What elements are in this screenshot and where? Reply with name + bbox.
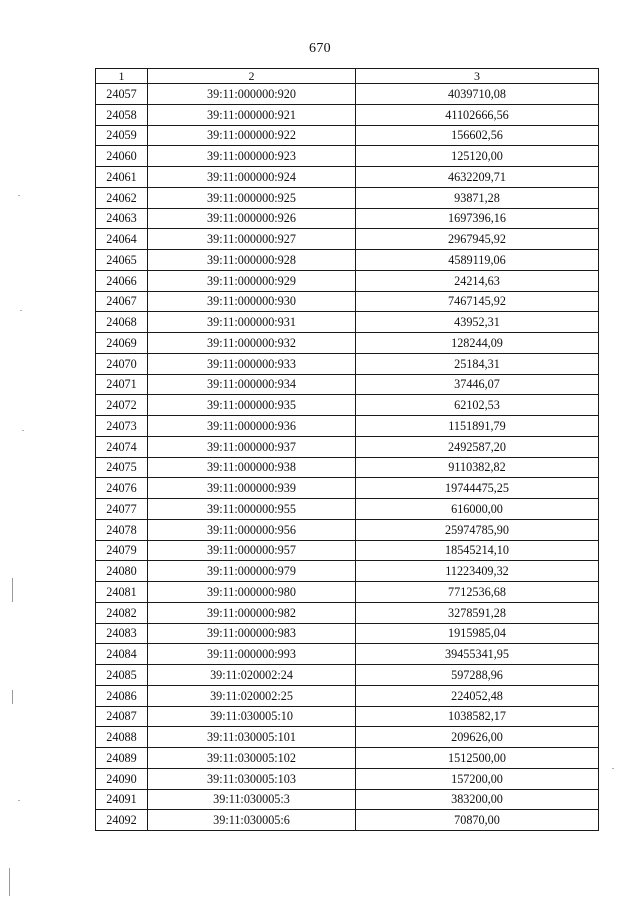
row-number-cell: 24090 [96, 768, 148, 789]
cadastral-value-table [95, 68, 599, 831]
cadastral-number-cell: 39:11:000000:923 [148, 146, 356, 167]
cadastral-value-cell: 25184,31 [356, 353, 599, 374]
row-number-cell: 24082 [96, 602, 148, 623]
row-number-cell: 24070 [96, 353, 148, 374]
cadastral-number-cell: 39:11:000000:924 [148, 167, 356, 188]
table-row [96, 291, 599, 312]
row-number-cell: 24073 [96, 416, 148, 437]
table-header [96, 69, 599, 84]
cadastral-number-cell: 39:11:030005:102 [148, 748, 356, 769]
row-number-cell: 24066 [96, 270, 148, 291]
cadastral-value-cell: 2967945,92 [356, 229, 599, 250]
table-row [96, 416, 599, 437]
row-number-cell: 24077 [96, 499, 148, 520]
table-row [96, 748, 599, 769]
cadastral-value-cell: 37446,07 [356, 374, 599, 395]
cadastral-number-cell: 39:11:000000:980 [148, 582, 356, 603]
cadastral-number-cell: 39:11:000000:930 [148, 291, 356, 312]
cadastral-value-cell: 93871,28 [356, 187, 599, 208]
table-row [96, 685, 599, 706]
row-number-cell: 24069 [96, 333, 148, 354]
cadastral-value-cell: 597288,96 [356, 665, 599, 686]
row-number-cell: 24081 [96, 582, 148, 603]
table-row [96, 395, 599, 416]
cadastral-number-cell: 39:11:000000:983 [148, 623, 356, 644]
table-row [96, 250, 599, 271]
cadastral-value-cell: 2492587,20 [356, 436, 599, 457]
column-header-2: 2 [148, 69, 356, 84]
table-row [96, 167, 599, 188]
cadastral-number-cell: 39:11:000000:957 [148, 540, 356, 561]
cadastral-number-cell: 39:11:000000:928 [148, 250, 356, 271]
row-number-cell: 24086 [96, 685, 148, 706]
row-number-cell: 24084 [96, 644, 148, 665]
table-row [96, 727, 599, 748]
table-row [96, 84, 599, 105]
column-header-3: 3 [356, 69, 599, 84]
cadastral-value-cell: 24214,63 [356, 270, 599, 291]
cadastral-number-cell: 39:11:000000:934 [148, 374, 356, 395]
row-number-cell: 24083 [96, 623, 148, 644]
row-number-cell: 24065 [96, 250, 148, 271]
table-row [96, 561, 599, 582]
cadastral-number-cell: 39:11:000000:929 [148, 270, 356, 291]
table-row [96, 478, 599, 499]
row-number-cell: 24089 [96, 748, 148, 769]
table-row [96, 665, 599, 686]
cadastral-number-cell: 39:11:000000:920 [148, 84, 356, 105]
cadastral-value-cell: 11223409,32 [356, 561, 599, 582]
row-number-cell: 24091 [96, 789, 148, 810]
row-number-cell: 24092 [96, 810, 148, 831]
table-row [96, 582, 599, 603]
row-number-cell: 24088 [96, 727, 148, 748]
cadastral-value-cell: 1915985,04 [356, 623, 599, 644]
cadastral-number-cell: 39:11:020002:25 [148, 685, 356, 706]
cadastral-value-cell: 1512500,00 [356, 748, 599, 769]
row-number-cell: 24058 [96, 104, 148, 125]
row-number-cell: 24059 [96, 125, 148, 146]
cadastral-number-cell: 39:11:000000:935 [148, 395, 356, 416]
cadastral-value-cell: 209626,00 [356, 727, 599, 748]
row-number-cell: 24072 [96, 395, 148, 416]
row-number-cell: 24068 [96, 312, 148, 333]
row-number-cell: 24064 [96, 229, 148, 250]
table-row [96, 374, 599, 395]
cadastral-number-cell: 39:11:030005:103 [148, 768, 356, 789]
cadastral-value-cell: 70870,00 [356, 810, 599, 831]
table-row [96, 519, 599, 540]
cadastral-value-cell: 4589119,06 [356, 250, 599, 271]
header-row [96, 69, 599, 84]
row-number-cell: 24078 [96, 519, 148, 540]
scan-margin-dot [20, 310, 22, 311]
cadastral-value-cell: 7712536,68 [356, 582, 599, 603]
cadastral-value-cell: 7467145,92 [356, 291, 599, 312]
table-body [96, 84, 599, 831]
table-row [96, 810, 599, 831]
cadastral-value-cell: 383200,00 [356, 789, 599, 810]
cadastral-value-cell: 224052,48 [356, 685, 599, 706]
cadastral-value-cell: 3278591,28 [356, 602, 599, 623]
table-row [96, 125, 599, 146]
cadastral-number-cell: 39:11:020002:24 [148, 665, 356, 686]
cadastral-number-cell: 39:11:000000:925 [148, 187, 356, 208]
row-number-cell: 24074 [96, 436, 148, 457]
cadastral-number-cell: 39:11:000000:921 [148, 104, 356, 125]
table-row [96, 706, 599, 727]
cadastral-value-cell: 157200,00 [356, 768, 599, 789]
row-number-cell: 24060 [96, 146, 148, 167]
table-row [96, 768, 599, 789]
table-row [96, 540, 599, 561]
cadastral-number-cell: 39:11:000000:982 [148, 602, 356, 623]
cadastral-value-cell: 41102666,56 [356, 104, 599, 125]
table-row [96, 333, 599, 354]
table-row [96, 789, 599, 810]
cadastral-number-cell: 39:11:000000:938 [148, 457, 356, 478]
column-header-1: 1 [96, 69, 148, 84]
scan-margin-dot [22, 430, 24, 431]
row-number-cell: 24071 [96, 374, 148, 395]
cadastral-value-cell: 39455341,95 [356, 644, 599, 665]
scan-margin-dot [18, 195, 20, 196]
cadastral-number-cell: 39:11:000000:936 [148, 416, 356, 437]
cadastral-number-cell: 39:11:030005:6 [148, 810, 356, 831]
row-number-cell: 24085 [96, 665, 148, 686]
table-row [96, 229, 599, 250]
scan-margin-mark [9, 868, 10, 896]
cadastral-value-cell: 4039710,08 [356, 84, 599, 105]
cadastral-number-cell: 39:11:000000:979 [148, 561, 356, 582]
row-number-cell: 24079 [96, 540, 148, 561]
table-row [96, 436, 599, 457]
cadastral-number-cell: 39:11:000000:922 [148, 125, 356, 146]
cadastral-value-cell: 62102,53 [356, 395, 599, 416]
row-number-cell: 24087 [96, 706, 148, 727]
cadastral-number-cell: 39:11:000000:933 [148, 353, 356, 374]
table-row [96, 499, 599, 520]
table-row [96, 602, 599, 623]
scan-margin-dot [18, 800, 20, 801]
cadastral-number-cell: 39:11:030005:101 [148, 727, 356, 748]
cadastral-value-cell: 128244,09 [356, 333, 599, 354]
table-row [96, 312, 599, 333]
table-row [96, 270, 599, 291]
cadastral-number-cell: 39:11:000000:956 [148, 519, 356, 540]
cadastral-value-cell: 125120,00 [356, 146, 599, 167]
cadastral-value-cell: 616000,00 [356, 499, 599, 520]
cadastral-value-cell: 1151891,79 [356, 416, 599, 437]
table-row [96, 623, 599, 644]
page-number: 670 [309, 41, 331, 56]
row-number-cell: 24076 [96, 478, 148, 499]
row-number-cell: 24063 [96, 208, 148, 229]
scan-margin-mark [12, 690, 13, 704]
row-number-cell: 24061 [96, 167, 148, 188]
row-number-cell: 24067 [96, 291, 148, 312]
cadastral-number-cell: 39:11:000000:926 [148, 208, 356, 229]
scan-margin-dot [612, 768, 614, 769]
scan-margin-mark [12, 578, 13, 602]
row-number-cell: 24075 [96, 457, 148, 478]
table-row [96, 457, 599, 478]
row-number-cell: 24062 [96, 187, 148, 208]
cadastral-value-cell: 4632209,71 [356, 167, 599, 188]
cadastral-value-cell: 1038582,17 [356, 706, 599, 727]
cadastral-number-cell: 39:11:000000:931 [148, 312, 356, 333]
table-row [96, 353, 599, 374]
cadastral-number-cell: 39:11:000000:927 [148, 229, 356, 250]
cadastral-value-cell: 19744475,25 [356, 478, 599, 499]
table-row [96, 644, 599, 665]
table-row [96, 146, 599, 167]
cadastral-value-cell: 156602,56 [356, 125, 599, 146]
table-row [96, 208, 599, 229]
cadastral-value-cell: 25974785,90 [356, 519, 599, 540]
cadastral-number-cell: 39:11:000000:937 [148, 436, 356, 457]
cadastral-value-cell: 9110382,82 [356, 457, 599, 478]
cadastral-value-cell: 43952,31 [356, 312, 599, 333]
cadastral-number-cell: 39:11:030005:3 [148, 789, 356, 810]
cadastral-number-cell: 39:11:000000:955 [148, 499, 356, 520]
cadastral-value-cell: 18545214,10 [356, 540, 599, 561]
cadastral-value-cell: 1697396,16 [356, 208, 599, 229]
cadastral-number-cell: 39:11:000000:932 [148, 333, 356, 354]
row-number-cell: 24057 [96, 84, 148, 105]
cadastral-number-cell: 39:11:000000:993 [148, 644, 356, 665]
table-row [96, 104, 599, 125]
cadastral-number-cell: 39:11:030005:10 [148, 706, 356, 727]
table-row [96, 187, 599, 208]
row-number-cell: 24080 [96, 561, 148, 582]
cadastral-number-cell: 39:11:000000:939 [148, 478, 356, 499]
